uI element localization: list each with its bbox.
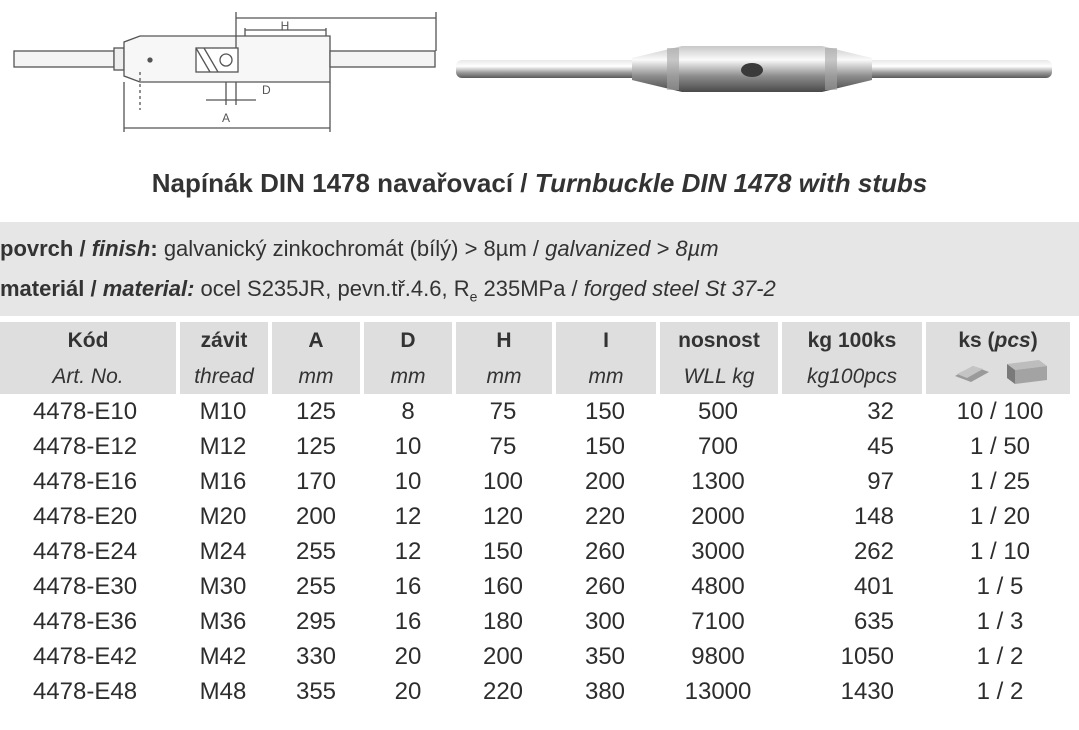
material-label-en: material: bbox=[102, 276, 195, 301]
cell-h: 220 bbox=[482, 678, 524, 705]
cell-wll: 3000 bbox=[691, 538, 745, 565]
cell-code: 4478-E48 bbox=[32, 678, 138, 705]
cell-pcs: 1 / 25 bbox=[969, 468, 1031, 495]
cell-d: 12 bbox=[394, 538, 422, 565]
cell-pcs: 1 / 2 bbox=[976, 678, 1024, 705]
table-row bbox=[0, 569, 1079, 604]
cell-i: 260 bbox=[584, 538, 626, 565]
finish-value-en: galvanized > 8µm bbox=[545, 236, 719, 261]
cell-pcs: 1 / 50 bbox=[969, 433, 1031, 460]
table-header bbox=[0, 322, 1079, 394]
cell-thread: M24 bbox=[199, 538, 247, 565]
cell-a: 255 bbox=[295, 538, 337, 565]
cell-d: 8 bbox=[401, 398, 415, 425]
cell-a: 125 bbox=[295, 398, 337, 425]
cell-weight: 401 bbox=[853, 573, 894, 600]
cell-wll: 9800 bbox=[691, 643, 745, 670]
title-english: Turnbuckle DIN 1478 with stubs bbox=[534, 168, 928, 198]
dimension-label-d: D bbox=[262, 83, 271, 97]
finish-label-cz: povrch / bbox=[0, 236, 92, 261]
cell-i: 150 bbox=[584, 398, 626, 425]
product-table bbox=[0, 322, 1079, 709]
cell-code: 4478-E16 bbox=[32, 468, 138, 495]
cell-weight: 97 bbox=[867, 468, 894, 495]
table-row bbox=[0, 499, 1079, 534]
cell-thread: M36 bbox=[199, 608, 247, 635]
header-code: Kód Art. No. bbox=[0, 322, 176, 394]
cell-h: 75 bbox=[489, 398, 517, 425]
cell-d: 10 bbox=[394, 468, 422, 495]
cell-h: 150 bbox=[482, 538, 524, 565]
cell-a: 295 bbox=[295, 608, 337, 635]
cell-weight: 148 bbox=[853, 503, 894, 530]
material-value-b: 235MPa / bbox=[477, 276, 584, 301]
product-photo bbox=[452, 20, 1062, 120]
cell-thread: M12 bbox=[199, 433, 247, 460]
cell-code: 4478-E30 bbox=[32, 573, 138, 600]
cell-i: 220 bbox=[584, 503, 626, 530]
material-value-en: forged steel St 37-2 bbox=[583, 276, 776, 301]
header-d: D mm bbox=[364, 322, 452, 394]
cell-a: 330 bbox=[295, 643, 337, 670]
cell-code: 4478-E42 bbox=[32, 643, 138, 670]
cell-wll: 500 bbox=[697, 398, 739, 425]
cell-weight: 45 bbox=[867, 433, 894, 460]
dimension-label-h: H bbox=[280, 19, 290, 33]
table-row bbox=[0, 674, 1079, 709]
cell-h: 75 bbox=[489, 433, 517, 460]
table-row bbox=[0, 464, 1079, 499]
cell-pcs: 1 / 5 bbox=[976, 573, 1024, 600]
cell-thread: M42 bbox=[199, 643, 247, 670]
header-h: H mm bbox=[456, 322, 552, 394]
header-a: A mm bbox=[272, 322, 360, 394]
header-i: I mm bbox=[556, 322, 656, 394]
cell-a: 355 bbox=[295, 678, 337, 705]
header-weight: kg 100ks kg100pcs bbox=[782, 322, 922, 394]
cell-code: 4478-E24 bbox=[32, 538, 138, 565]
header-thread: závit thread bbox=[180, 322, 268, 394]
cell-d: 16 bbox=[394, 608, 422, 635]
cell-weight: 262 bbox=[853, 538, 894, 565]
material-value-a: ocel S235JR, pevn.tř.4.6, R bbox=[194, 276, 470, 301]
material-row bbox=[0, 276, 776, 304]
cell-h: 120 bbox=[482, 503, 524, 530]
table-row bbox=[0, 639, 1079, 674]
header-pcs: ks (pcs) bbox=[926, 322, 1070, 394]
cell-d: 20 bbox=[394, 678, 422, 705]
cell-code: 4478-E10 bbox=[32, 398, 138, 425]
cell-d: 12 bbox=[394, 503, 422, 530]
cell-weight: 635 bbox=[853, 608, 894, 635]
table-body bbox=[0, 394, 1079, 709]
material-label-cz: materiál / bbox=[0, 276, 103, 301]
cell-weight: 32 bbox=[867, 398, 894, 425]
cell-pcs: 1 / 2 bbox=[976, 643, 1024, 670]
cell-weight: 1050 bbox=[840, 643, 894, 670]
cell-i: 260 bbox=[584, 573, 626, 600]
cell-d: 20 bbox=[394, 643, 422, 670]
cell-i: 350 bbox=[584, 643, 626, 670]
cell-thread: M30 bbox=[199, 573, 247, 600]
title-czech: Napínák DIN 1478 navařovací / bbox=[151, 168, 528, 198]
cell-a: 125 bbox=[295, 433, 337, 460]
cell-wll: 2000 bbox=[691, 503, 745, 530]
cell-pcs: 10 / 100 bbox=[956, 398, 1044, 425]
cell-h: 100 bbox=[482, 468, 524, 495]
cell-thread: M16 bbox=[199, 468, 247, 495]
finish-label-en: finish bbox=[91, 236, 151, 261]
table-row bbox=[0, 394, 1079, 429]
cell-h: 180 bbox=[482, 608, 524, 635]
cell-code: 4478-E12 bbox=[32, 433, 138, 460]
cell-a: 200 bbox=[295, 503, 337, 530]
table-row bbox=[0, 429, 1079, 464]
table-row bbox=[0, 534, 1079, 569]
finish-row bbox=[0, 236, 719, 262]
cell-a: 255 bbox=[295, 573, 337, 600]
cell-wll: 7100 bbox=[691, 608, 745, 635]
cell-h: 160 bbox=[482, 573, 524, 600]
cell-weight: 1430 bbox=[840, 678, 894, 705]
cell-h: 200 bbox=[482, 643, 524, 670]
cell-thread: M10 bbox=[199, 398, 247, 425]
page-title bbox=[0, 168, 1079, 199]
cell-thread: M48 bbox=[199, 678, 247, 705]
cell-thread: M20 bbox=[199, 503, 247, 530]
cell-d: 10 bbox=[394, 433, 422, 460]
cell-i: 380 bbox=[584, 678, 626, 705]
cell-wll: 4800 bbox=[691, 573, 745, 600]
table-row bbox=[0, 604, 1079, 639]
material-value-sub: e bbox=[469, 288, 478, 305]
cell-d: 16 bbox=[394, 573, 422, 600]
dimension-label-a: A bbox=[221, 111, 231, 125]
specs-panel bbox=[0, 222, 1079, 316]
cell-i: 150 bbox=[584, 433, 626, 460]
cell-code: 4478-E36 bbox=[32, 608, 138, 635]
cell-pcs: 1 / 20 bbox=[969, 503, 1031, 530]
package-box-icon bbox=[943, 356, 1053, 391]
cell-a: 170 bbox=[295, 468, 337, 495]
cell-wll: 1300 bbox=[691, 468, 745, 495]
cell-pcs: 1 / 3 bbox=[976, 608, 1024, 635]
technical-drawing bbox=[0, 0, 450, 150]
cell-pcs: 1 / 10 bbox=[969, 538, 1031, 565]
header-wll: nosnost WLL kg bbox=[660, 322, 778, 394]
cell-i: 200 bbox=[584, 468, 626, 495]
cell-wll: 700 bbox=[697, 433, 739, 460]
finish-colon: : bbox=[150, 236, 164, 261]
finish-value-cz: galvanický zinkochromát (bílý) > 8µm / bbox=[163, 236, 546, 261]
cell-code: 4478-E20 bbox=[32, 503, 138, 530]
cell-i: 300 bbox=[584, 608, 626, 635]
cell-wll: 13000 bbox=[684, 678, 752, 705]
